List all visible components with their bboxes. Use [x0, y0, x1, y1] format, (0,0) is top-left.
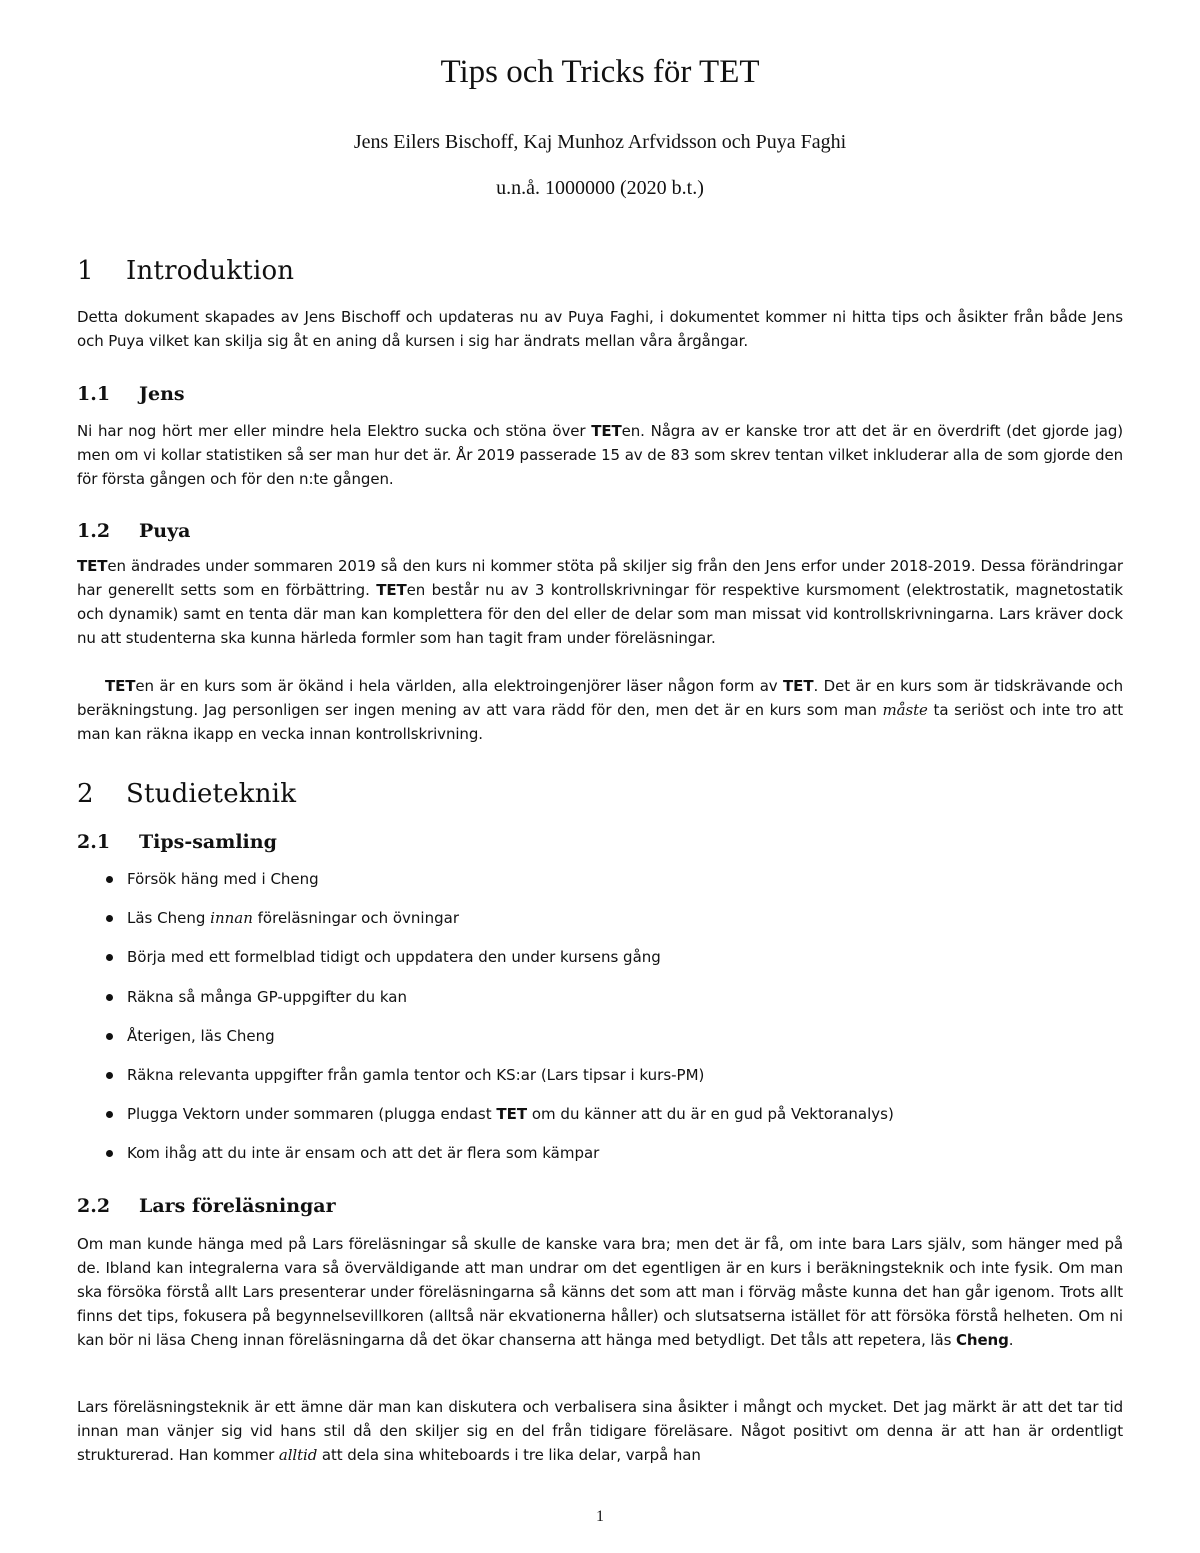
list-item-text: Börja med ett formelblad tidigt och uppdatera den under kursens gång — [127, 948, 661, 967]
bullet-icon — [106, 876, 113, 883]
lars-paragraph-1 — [77, 1232, 1123, 1352]
intro-paragraph: Detta dokument skapades av Jens Bischoff och updateras nu av Puya Faghi, i dokumentet kommer ni hitta tips och åsikter från både Jens och Puya vilket kan skilja sig åt en aning då kursen i sig har ändrats mellan våra årgångar. — [77, 308, 1123, 350]
tet-bold: TET — [496, 1105, 528, 1124]
bullet-icon — [106, 1111, 113, 1118]
section-number: 1 — [77, 256, 94, 286]
puya-paragraph-2 — [77, 674, 1123, 746]
text-run: en är en kurs som är ökänd i hela världen, alla elektroingenjörer läser någon form av — [135, 677, 784, 695]
text-run: Lars föreläsningsteknik är ett ämne där man kan diskutera och verbalisera sina åsikter i mångt och mycket. Det jag märkt är att det tar tid innan man vänjer sig vid hans stil då den skiljer sig en del från tidigare föreläsare. Något positivt om denna är att han är ordentligt strukturerad. Han kommer — [77, 1398, 1123, 1464]
list-item-text: Räkna så många GP-uppgifter du kan — [127, 987, 407, 1006]
bullet-icon — [106, 915, 113, 922]
list-item — [77, 1102, 1127, 1141]
list-item — [77, 1141, 1127, 1180]
document-date: u.n.å. 1000000 (2020 b.t.) — [496, 177, 704, 199]
emphasis: måste — [882, 701, 928, 719]
document-title: Tips och Tricks för TET — [440, 54, 760, 90]
text-run: . — [1008, 1331, 1014, 1349]
subsection-heading-puya — [77, 518, 1127, 544]
list-item-text: Kom ihåg att du inte är ensam och att det är flera som kämpar — [127, 1144, 600, 1163]
tet-bold: TET — [783, 677, 814, 695]
emphasis: innan — [210, 909, 253, 928]
section-title: Introduktion — [126, 256, 295, 286]
list-item-text: om du känner att du är en gud på Vektoranalys) — [527, 1105, 894, 1124]
document-authors: Jens Eilers Bischoff, Kaj Munhoz Arfvidsson och Puya Faghi — [353, 131, 847, 153]
text-run: Om man kunde hänga med på Lars föreläsningar så skulle de kanske vara bra; men det är få, om inte bara Lars själv, som hänger med på de. Ibland kan integralerna vara så överväldigande att man undrar om det egentligen är en kurs i beräkningsteknik och inte fysik. Om man ska försöka förstå allt Lars presenterar under föreläsningarna så känns det som att man i förväg måste kunna det han går igenom. Trots allt finns det tips, fokusera på begynnelsevillkoren (alltså när ekvationerna håller) och slutsatserna istället för att försöka förstå helheten. Om ni kan bör ni läsa Cheng innan föreläsningarna då det ökar chanserna att hänga med betydligt. Det tåls att repetera, läs — [77, 1235, 1123, 1349]
subsection-title: Puya — [139, 520, 191, 542]
cheng-bold: Cheng — [955, 1331, 1009, 1349]
list-item — [77, 906, 1127, 945]
list-item — [77, 1024, 1127, 1063]
lars-paragraph-2 — [77, 1395, 1123, 1467]
list-item-text: föreläsningar och övningar — [252, 909, 459, 928]
text-run: en. Några av er kanske tror att det är en överdrift (det gjorde jag) men om vi kollar statistiken så ser man hur det är. År 2019 passerade 15 av de 83 som skrev tentan vilket inkluderar alla de som gjorde den för första gången och för den n:te gången. — [77, 422, 1123, 488]
subsection-heading-lars-forelasningar — [77, 1193, 1127, 1219]
section-heading-studieteknik — [77, 777, 1127, 811]
subsection-heading-tips-samling — [77, 829, 1127, 855]
text-run: ta seriöst och inte tro att man kan räkna ikapp en vecka innan kontrollskrivning. — [77, 701, 1123, 743]
text-run: Ni har nog hört mer eller mindre hela Elektro sucka och stöna över — [77, 422, 592, 440]
list-item-text: Plugga Vektorn under sommaren (plugga endast — [127, 1105, 497, 1124]
bullet-icon — [106, 1033, 113, 1040]
puya-paragraph-1 — [77, 554, 1123, 650]
tet-bold: TET — [77, 557, 108, 575]
list-item — [77, 1063, 1127, 1102]
subsection-number: 1.2 — [77, 520, 111, 542]
tet-bold: TET — [376, 581, 407, 599]
list-item — [77, 867, 1127, 906]
page-number: 1 — [596, 1508, 604, 1525]
list-item-text: Återigen, läs Cheng — [127, 1026, 275, 1045]
tet-bold: TET — [591, 422, 622, 440]
bullet-icon — [106, 954, 113, 961]
subsection-title: Jens — [139, 383, 185, 405]
bullet-icon — [106, 1072, 113, 1079]
list-item-text: Läs Cheng — [127, 909, 211, 928]
list-item-text: Räkna relevanta uppgifter från gamla tentor och KS:ar (Lars tipsar i kurs-PM) — [127, 1065, 705, 1084]
bullet-icon — [106, 994, 113, 1001]
subsection-number: 2.1 — [77, 831, 111, 853]
text-run: . Det är en kurs som är tidskrävande och beräkningstung. Jag personligen ser ingen mening av att vara rädd för den, men det är en kurs som man — [77, 677, 1123, 719]
subsection-heading-jens — [77, 381, 1127, 407]
bullet-icon — [106, 1150, 113, 1157]
jens-paragraph — [77, 419, 1123, 491]
subsection-number: 1.1 — [77, 383, 111, 405]
list-item — [77, 985, 1127, 1024]
subsection-title: Tips-samling — [139, 831, 277, 853]
emphasis: alltid — [278, 1446, 318, 1464]
tet-bold: TET — [105, 677, 136, 695]
text-run: en består nu av 3 kontrollskrivningar för respektive kursmoment (elektrostatik, magnetostatik och dynamik) samt en tenta där man kan komplettera för den del eller de delar som man missat vid kontrollskrivningarna. Lars kräver dock nu att studenterna ska kunna härleda formler som han tagit fram under föreläsningar. — [77, 581, 1124, 647]
section-title: Studieteknik — [126, 779, 297, 809]
tips-list — [77, 867, 1127, 1181]
list-item — [77, 945, 1127, 984]
text-run: en ändrades under sommaren 2019 så den kurs ni kommer stöta på skiljer sig från den Jens erfor under 2018-2019. Dessa förändringar har generellt setts som en förbättring. — [77, 557, 1123, 599]
list-item-text: Försök häng med i Cheng — [127, 870, 319, 888]
section-number: 2 — [77, 779, 94, 809]
subsection-number: 2.2 — [77, 1195, 111, 1217]
section-heading-introduktion — [77, 254, 1127, 288]
text-run: att dela sina whiteboards i tre lika delar, varpå han — [317, 1446, 701, 1464]
subsection-title: Lars föreläsningar — [139, 1195, 336, 1217]
